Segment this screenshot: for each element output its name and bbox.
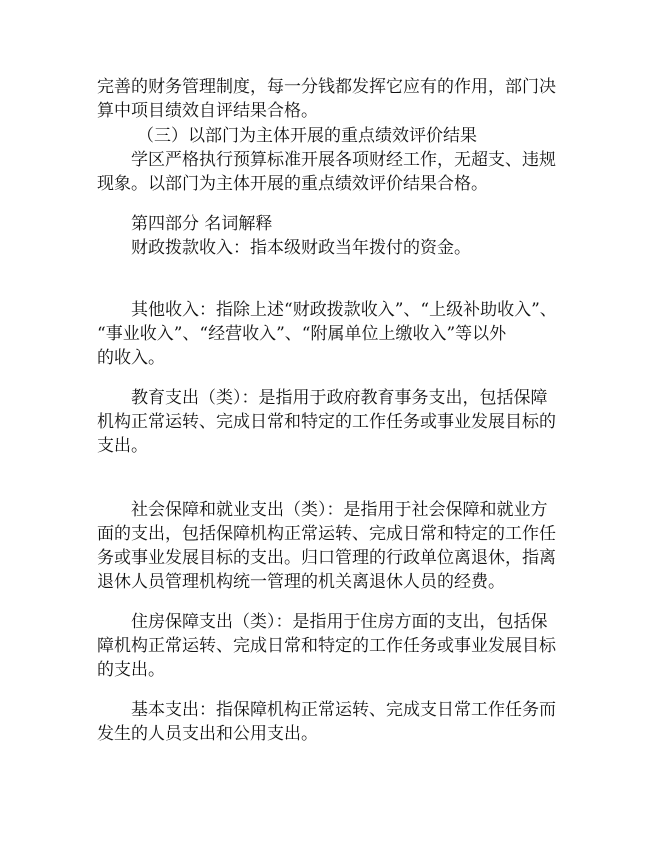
part-heading: 第四部分 名词解释 xyxy=(131,214,273,234)
text-line: 基本支出：指保障机构正常运转、完成支日常工作任务而 xyxy=(131,700,556,720)
text-line: 社会保障和就业支出（类）：是指用于社会保障和就业方 xyxy=(131,500,548,520)
text-line: 的收入。 xyxy=(97,348,165,368)
text-line: 面的支出，包括保障机构正常运转、完成日常和特定的工作任 xyxy=(97,524,556,544)
text-line: 退休人员管理机构统一管理的机关离退休人员的经费。 xyxy=(97,572,505,592)
text-line: 的支出。 xyxy=(97,660,165,680)
text-line: 机构正常运转、完成日常和特定的工作任务或事业发展目标的 xyxy=(97,412,556,432)
text-line: 教育支出（类）：是指用于政府教育事务支出，包括保障 xyxy=(131,388,548,408)
section-heading: （三）以部门为主体开展的重点绩效评价结果 xyxy=(137,126,477,146)
text-line: “事业收入”、“经营收入”、“附属单位上缴收入”等以外 xyxy=(97,324,507,344)
text-line: 住房保障支出（类）：是指用于住房方面的支出，包括保 xyxy=(131,612,548,632)
text-line: 财政拨款收入：指本级财政当年拨付的资金。 xyxy=(131,238,471,258)
text-line: 其他收入：指除上述“财政拨款收入”、“上级补助收入”、 xyxy=(131,300,557,320)
text-line: 障机构正常运转、完成日常和特定的工作任务或事业发展目标 xyxy=(97,636,556,656)
text-line: 学区严格执行预算标准开展各项财经工作，无超支、违规 xyxy=(131,150,556,170)
text-line: 务或事业发展目标的支出。归口管理的行政单位离退休，指离 xyxy=(97,548,556,568)
text-line: 发生的人员支出和公用支出。 xyxy=(97,724,318,744)
text-line: 支出。 xyxy=(97,436,148,456)
text-line: 算中项目绩效自评结果合格。 xyxy=(97,101,318,121)
text-line: 现象。以部门为主体开展的重点绩效评价结果合格。 xyxy=(97,174,488,194)
text-line: 完善的财务管理制度，每一分钱都发挥它应有的作用，部门决 xyxy=(97,77,556,97)
